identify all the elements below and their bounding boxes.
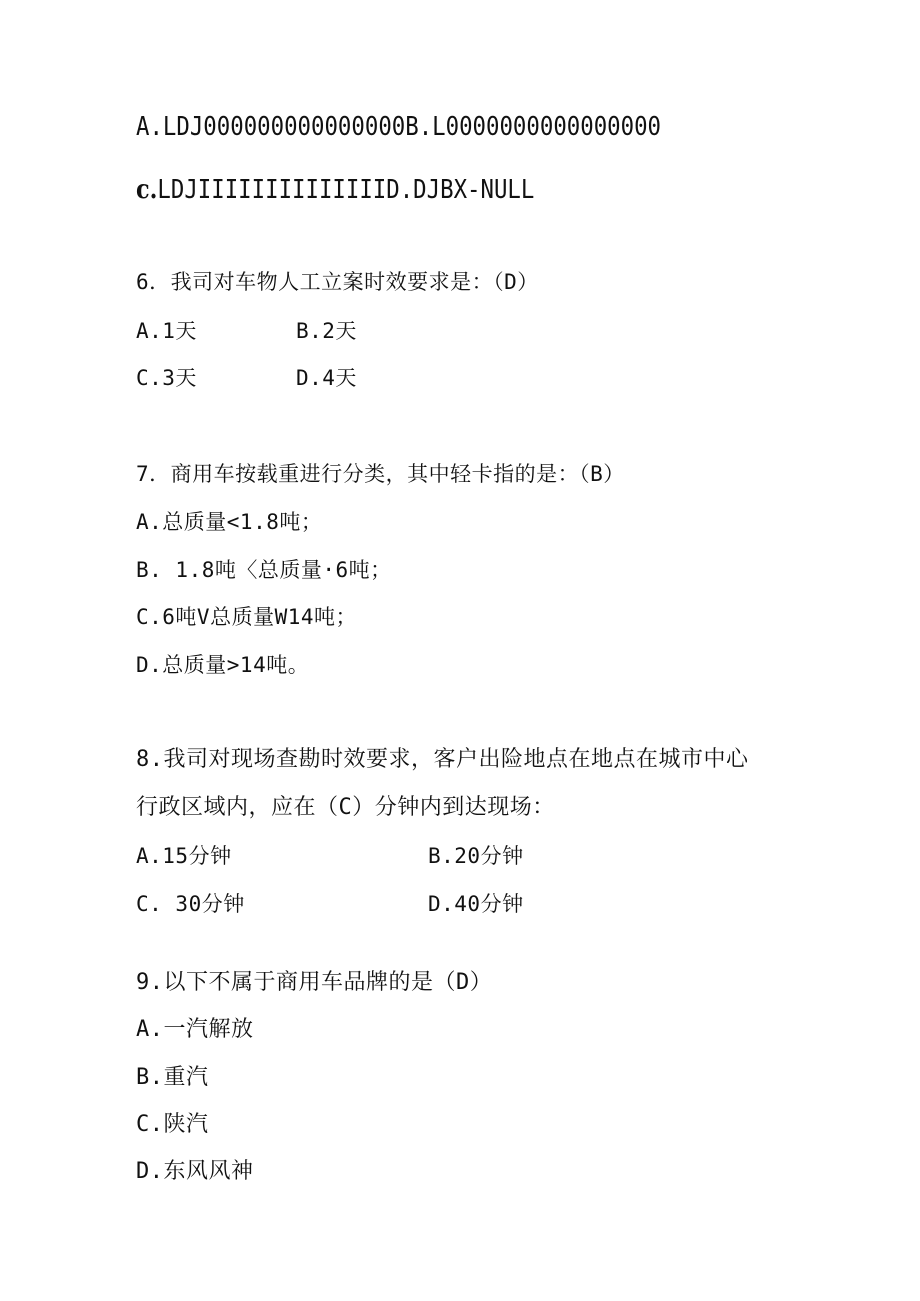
q9-question: 9.以下不属于商用车品牌的是（D） (136, 970, 493, 995)
q6-option-b: B.2天 (296, 319, 357, 343)
q8-option-c: C. 30分钟 (136, 892, 245, 916)
q5-options-line2 (136, 176, 534, 204)
q8-option-b: B.20分钟 (428, 844, 524, 868)
q9-option-b: B.重汽 (136, 1065, 209, 1090)
q9-option-a: A.一汽解放 (136, 1017, 254, 1042)
q8-question-line1: 8.我司对现场查勘时效要求，客户出险地点在地点在城市中心 (136, 747, 749, 772)
q6-option-a: A.1天 (136, 319, 197, 343)
q5-options-line1: A.LDJ000000000000000B.L0000000000000000 (136, 112, 662, 142)
q9-option-d: D.东风风神 (136, 1159, 254, 1184)
q6-option-c: C.3天 (136, 366, 197, 390)
q9-option-c: C.陕汽 (136, 1112, 209, 1137)
q7-question: 7．商用车按载重进行分类，其中轻卡指的是：（B） (136, 462, 625, 486)
q7-option-d: D.总质量>14吨。 (136, 653, 310, 677)
q7-option-a: A.总质量<1.8吨； (136, 510, 323, 534)
q5-options-line2-rest: LDJIIIIIIIIIIIIIID.DJBX-NULL (157, 175, 535, 205)
q8-option-d: D.40分钟 (428, 892, 524, 916)
q7-option-c: C.6吨V总质量W14吨； (136, 605, 358, 629)
q7-option-b: B. 1.8吨〈总质量·6吨； (136, 558, 392, 582)
q6-option-d: D.4天 (296, 366, 357, 390)
q8-option-a: A.15分钟 (136, 844, 232, 868)
q5-option-c-prefix: c. (136, 175, 158, 205)
q8-question-line2: 行政区域内，应在（C）分钟内到达现场： (136, 795, 555, 820)
q6-question: 6．我司对车物人工立案时效要求是：（D） (136, 270, 539, 294)
